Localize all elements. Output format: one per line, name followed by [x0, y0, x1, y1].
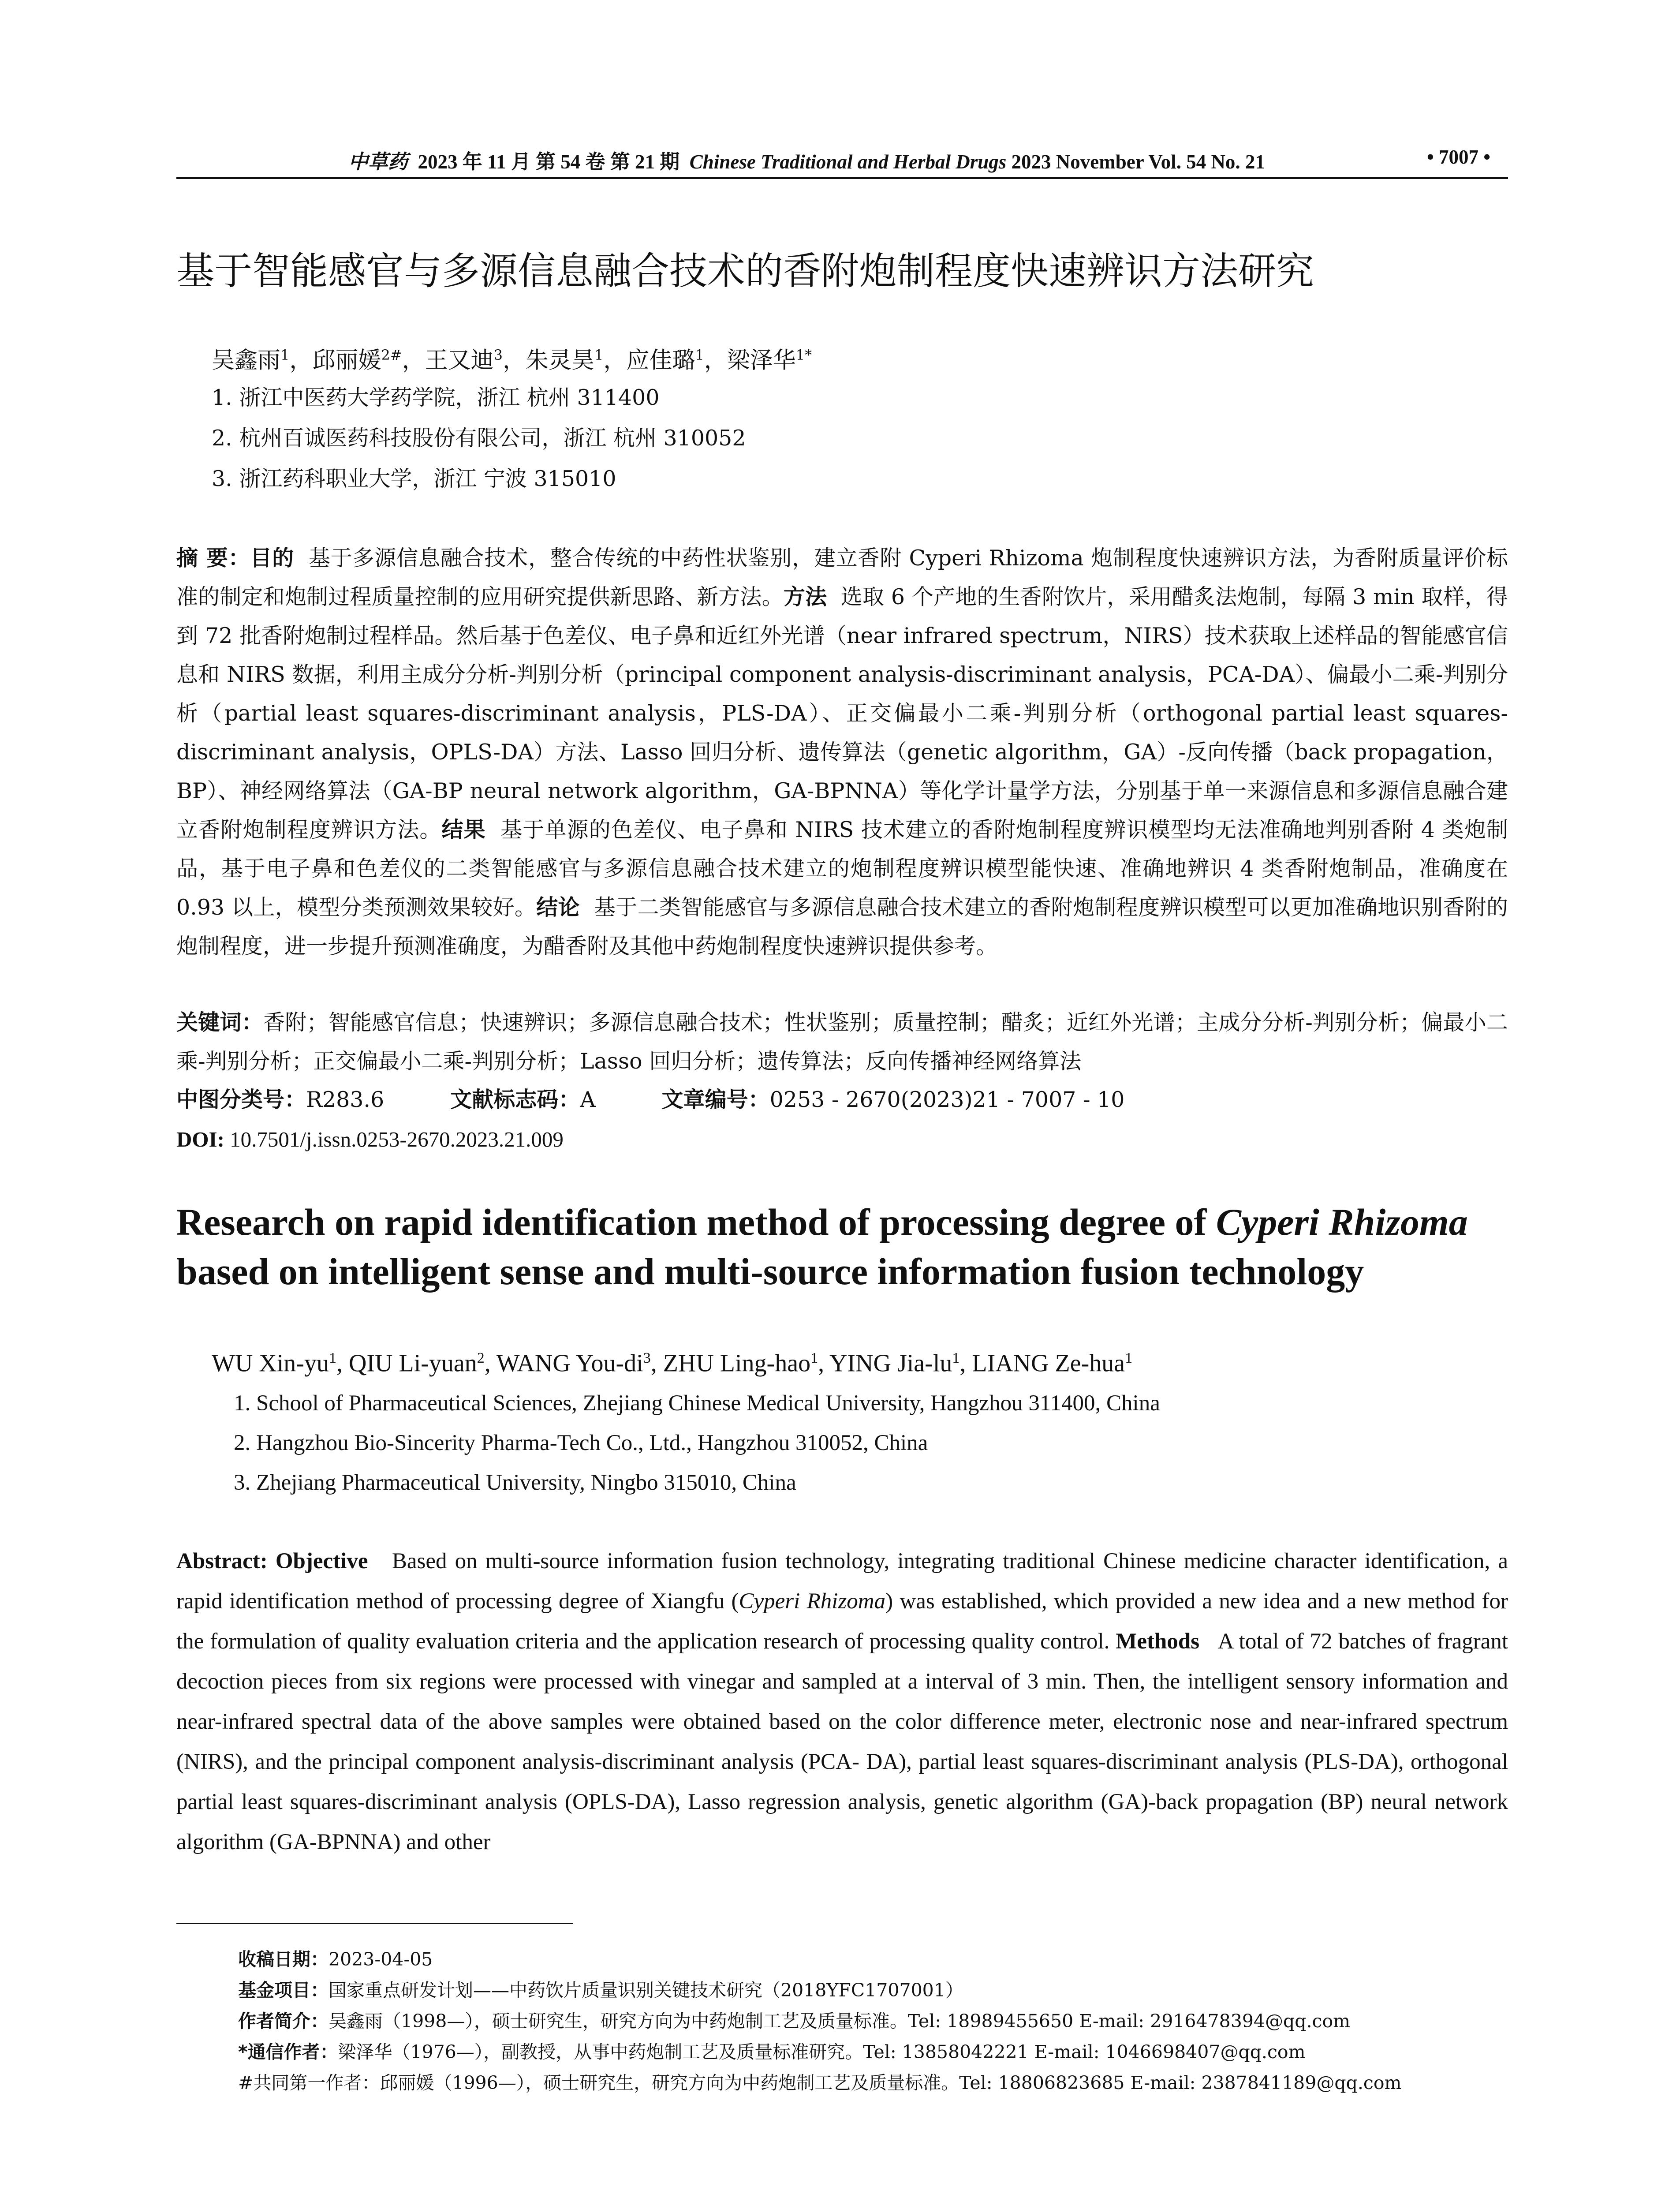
doi-line: [176, 1120, 1508, 1159]
author-name: YING Jia-lu: [829, 1349, 952, 1377]
affiliation-cn-1: 1. 浙江中医药大学药学院，浙江 杭州 311400: [212, 385, 660, 410]
footnote-corresponding: [238, 2040, 1306, 2064]
author-affiliation-mark: 1: [280, 347, 290, 363]
methods-label-cn: 方法: [783, 584, 827, 609]
title-cn: 基于智能感官与多源信息融合技术的香附炮制程度快速辨识方法研究: [176, 249, 1314, 293]
objective-text-en-a: Based on multi-source information fusion technology, integrating traditional Chinese medicine character identification, a rapid identification method of processing degree of Xiangfu (: [176, 1549, 1508, 1614]
author-affiliation-mark: 1*: [795, 347, 812, 363]
author-affiliation-mark: 1: [952, 1350, 960, 1366]
doi-link[interactable]: 10.7501/j.issn.0253-2670.2023.21.009: [230, 1127, 564, 1151]
author-affiliation-mark: 3: [643, 1350, 651, 1366]
doc-code-item: [450, 1080, 595, 1119]
issue-cn: 2023 年 11 月 第 54 卷 第 21 期: [418, 151, 680, 173]
methods-label-en: Methods: [1116, 1629, 1200, 1654]
author-separator: ,: [959, 1349, 972, 1377]
header-citation: [348, 146, 1265, 174]
author-affiliation-mark: 2#: [381, 347, 402, 363]
author-name: 邱丽媛: [312, 347, 381, 374]
footnote-text: #共同第一作者：邱丽媛（1996—），硕士研究生，研究方向为中药炮制工艺及质量标准。Tel: 18806823685 E-mail: 2387841189@qq.com: [238, 2072, 1402, 2093]
author-affiliation-mark: 3: [493, 347, 503, 363]
title-en: [176, 1197, 1508, 1296]
author-separator: ,: [650, 1349, 663, 1377]
author-name: 王又迪: [425, 347, 494, 374]
author-name: WANG You-di: [496, 1349, 643, 1377]
page-number: • 7007 •: [1426, 146, 1490, 168]
objective-label-cn: 目的: [250, 546, 295, 571]
article-no-item: [662, 1080, 1125, 1119]
affiliation-en-3: 3. Zhejiang Pharmaceutical University, Ningbo 315010, China: [234, 1470, 796, 1495]
author-affiliation-mark: 2: [477, 1350, 485, 1366]
abstract-label-cn: 摘 要：: [176, 546, 250, 571]
journal-name-cn: 中草药: [348, 150, 408, 173]
abstract-cn: [176, 539, 1508, 966]
author-name: 应佳璐: [626, 347, 695, 374]
author-name: WU Xin-yu: [212, 1349, 329, 1377]
author-name: 梁泽华: [727, 347, 796, 374]
doc-code-label: 文献标志码：: [450, 1087, 580, 1112]
authors-en: [212, 1343, 1132, 1379]
footnote-label: 收稿日期：: [238, 1949, 329, 1970]
footnote-co-first-author: [238, 2070, 1401, 2095]
objective-text-en-b: ) was established, which provided a new idea and a new method for the formulation of quality evaluation criteria and the application research of processing quality control.: [176, 1589, 1508, 1654]
author-affiliation-mark: 1: [695, 347, 704, 363]
footnote-author-bio: [238, 2009, 1350, 2033]
conclusion-text-cn: 基于二类智能感官与多源信息融合技术建立的香附炮制程度辨识模型可以更加准确地识别香附的炮制程度，进一步提升预测准确度，为醋香附及其他中药炮制程度快速辨识提供参考。: [176, 895, 1508, 959]
footnote-label: 作者简介：: [238, 2011, 329, 2032]
header-rule: [176, 177, 1508, 179]
author-name: 朱灵昊: [525, 347, 594, 374]
footnote-rule: [176, 1923, 573, 1924]
objective-italic-en: Cyperi Rhizoma: [739, 1589, 886, 1614]
author-separator: ,: [484, 1349, 497, 1377]
footnote-label: 基金项目：: [238, 1980, 329, 2001]
clc-label: 中图分类号：: [176, 1087, 306, 1112]
abstract-en: [176, 1541, 1508, 1862]
author-affiliation-mark: 1: [329, 1350, 336, 1366]
footnote-received: [238, 1947, 433, 1972]
objective-text-cn: 基于多源信息融合技术，整合传统的中药性状鉴别，建立香附 Cyperi Rhizoma 炮制程度快速辨识方法，为香附质量评价标准的制定和炮制过程质量控制的应用研究提供新思路、新方法。: [176, 546, 1508, 609]
author-separator: ,: [818, 1349, 829, 1377]
conclusion-label-cn: 结论: [536, 895, 580, 920]
title-en-italic: Cyperi Rhizoma: [1216, 1201, 1468, 1243]
title-en-part1: Research on rapid identification method of processing degree of: [176, 1201, 1216, 1243]
abstract-label-en: Abstract: Objective: [176, 1549, 368, 1573]
classification-line: [176, 1080, 1508, 1119]
issue-en: 2023 November Vol. 54 No. 21: [1011, 151, 1265, 173]
results-label-cn: 结果: [441, 817, 486, 842]
author-separator: ,: [336, 1349, 349, 1377]
author-affiliation-mark: 1: [810, 1350, 818, 1366]
article-no-label: 文章编号：: [661, 1087, 770, 1112]
results-text-cn: 基于单源的色差仪、电子鼻和 NIRS 技术建立的香附炮制程度辨识模型均无法准确地判别香附 4 类炮制品，基于电子鼻和色差仪的二类智能感官与多源信息融合技术建立的炮制程度辨识模型能快速、准确地辨识 4 类香附炮制品，准确度在 0.93 以上，模型分类预测效果较好。: [176, 817, 1508, 920]
author-separator: ，: [603, 347, 627, 374]
footnote-label: *通信作者：: [238, 2041, 338, 2063]
affiliation-en-1: 1. School of Pharmaceutical Sciences, Zhejiang Chinese Medical University, Hangzhou 311400, China: [234, 1391, 1160, 1416]
footnote-funding: [238, 1978, 963, 2003]
author-name: 吴鑫雨: [212, 347, 281, 374]
footnote-text: 梁泽华（1976—），副教授，从事中药炮制工艺及质量标准研究。Tel: 13858042221 E-mail: 1046698407@qq.com: [338, 2041, 1306, 2063]
article-no-value: 0253 - 2670(2023)21 - 7007 - 10: [769, 1087, 1125, 1112]
running-header: [176, 132, 1508, 172]
affiliation-en-2: 2. Hangzhou Bio-Sincerity Pharma-Tech Co., Ltd., Hangzhou 310052, China: [234, 1431, 928, 1455]
keywords-cn: [176, 1003, 1508, 1081]
footnote-text: 国家重点研发计划——中药饮片质量识别关键技术研究（2018YFC1707001）: [329, 1980, 963, 2001]
clc-item: [176, 1080, 384, 1119]
doc-code-value: A: [580, 1087, 596, 1112]
author-separator: ，: [502, 347, 526, 374]
author-separator: ，: [704, 347, 727, 374]
author-name: ZHU Ling-hao: [663, 1349, 811, 1377]
footnote-text: 吴鑫雨（1998—），硕士研究生，研究方向为中药炮制工艺及质量标准。Tel: 18989455650 E-mail: 2916478394@qq.com: [329, 2011, 1351, 2032]
affiliation-cn-3: 3. 浙江药科职业大学，浙江 宁波 315010: [212, 466, 616, 491]
methods-text-cn: 选取 6 个产地的生香附饮片，采用醋炙法炮制，每隔 3 min 取样，得到 72 批香附炮制过程样品。然后基于色差仪、电子鼻和近红外光谱（near infrared spectrum，NIRS）技术获取上述样品的智能感官信息和 NIRS 数据，利用主成分分析-判别分析（principal component analysis-discriminant analysis，PCA-DA）、偏最小二乘-判别分析（partial least squares-discriminant analysis，PLS-DA）、正交偏最小二乘-判别分析（orthogonal partial least squares-discriminant analysis，OPLS-DA）方法、Lasso 回归分析、遗传算法（genetic algorithm，GA）-反向传播（back propagation，BP）、神经网络算法（GA-BP neural network algorithm，GA-BPNNA）等化学计量学方法，分别基于单一来源信息和多源信息融合建立香附炮制程度辨识方法。: [176, 584, 1508, 842]
author-name: QIU Li-yuan: [348, 1349, 477, 1377]
author-affiliation-mark: 1: [594, 347, 604, 363]
affiliation-cn-2: 2. 杭州百诚医药科技股份有限公司，浙江 杭州 310052: [212, 426, 746, 451]
author-separator: ，: [289, 347, 313, 374]
keywords-text: 香附；智能感官信息；快速辨识；多源信息融合技术；性状鉴别；质量控制；醋炙；近红外光谱；主成分分析-判别分析；偏最小二乘-判别分析；正交偏最小二乘-判别分析；Lasso 回归分析；遗传算法；反向传播神经网络算法: [176, 1010, 1508, 1074]
author-affiliation-mark: 1: [1125, 1350, 1133, 1366]
author-separator: ，: [402, 347, 425, 374]
footnote-text: 2023-04-05: [329, 1949, 433, 1970]
doi-label: DOI:: [176, 1127, 224, 1151]
title-en-part2: based on intelligent sense and multi-source information fusion technology: [176, 1250, 1364, 1293]
clc-value: R283.6: [306, 1087, 385, 1112]
author-name: LIANG Ze-hua: [972, 1349, 1125, 1377]
journal-name-en: Chinese Traditional and Herbal Drugs: [689, 151, 1007, 173]
methods-text-en: A total of 72 batches of fragrant decoction pieces from six regions were processed with vinegar and sampled at a interval of 3 min. Then, the intelligent sensory information and near-infrared spectral data of the above samples were obtained based on the color difference meter, electronic nose and near-infrared spectrum (NIRS), and the principal component analysis-discriminant analysis (PCA- DA), partial least squares-discriminant analysis (PLS-DA), orthogonal partial least squares-discriminant analysis (OPLS-DA), Lasso regression analysis, genetic algorithm (GA)-back propagation (BP) neural network algorithm (GA-BPNNA) and other: [176, 1629, 1508, 1854]
authors-cn: [212, 340, 812, 376]
keywords-label: 关键词：: [176, 1010, 263, 1035]
